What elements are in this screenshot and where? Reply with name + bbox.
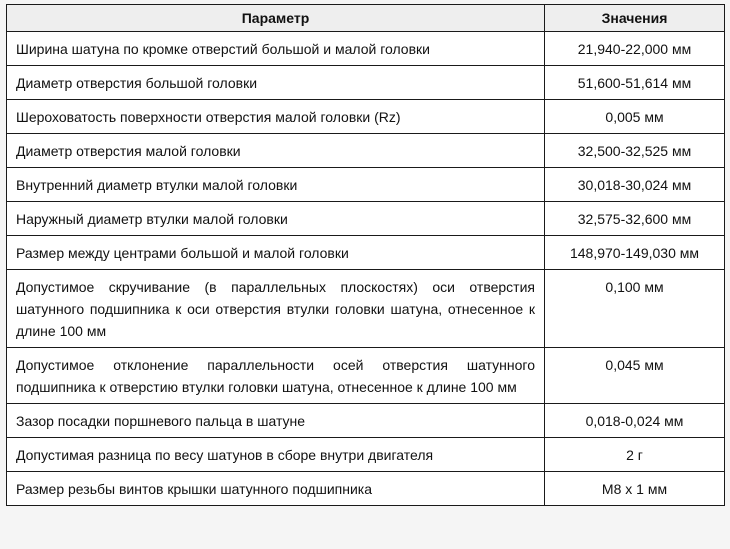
parameter-cell: Диаметр отверстия большой головки bbox=[7, 66, 545, 100]
table-row bbox=[7, 168, 725, 202]
parameter-cell: Ширина шатуна по кромке отверстий большой и малой головки bbox=[7, 32, 545, 66]
parameter-cell: Допустимое отклонение параллельности осей отверстия шатунного подшипника к отверстию втулки головки шатуна, отнесенное к длине 100 мм bbox=[7, 348, 545, 404]
specifications-table bbox=[6, 4, 725, 506]
table-row bbox=[7, 202, 725, 236]
table-header-row bbox=[7, 5, 725, 32]
table-row bbox=[7, 472, 725, 506]
parameter-cell: Внутренний диаметр втулки малой головки bbox=[7, 168, 545, 202]
table-row bbox=[7, 32, 725, 66]
table-row bbox=[7, 438, 725, 472]
value-cell: 0,018-0,024 мм bbox=[545, 404, 725, 438]
value-cell: 0,005 мм bbox=[545, 100, 725, 134]
parameter-cell: Шероховатость поверхности отверстия малой головки (Rz) bbox=[7, 100, 545, 134]
table-row bbox=[7, 100, 725, 134]
parameter-cell: Наружный диаметр втулки малой головки bbox=[7, 202, 545, 236]
table-row bbox=[7, 270, 725, 348]
header-values: Значения bbox=[545, 5, 725, 32]
table-row bbox=[7, 236, 725, 270]
value-cell: 32,575-32,600 мм bbox=[545, 202, 725, 236]
parameter-cell: Допустимая разница по весу шатунов в сборе внутри двигателя bbox=[7, 438, 545, 472]
table-row bbox=[7, 134, 725, 168]
table-row bbox=[7, 404, 725, 438]
value-cell: 32,500-32,525 мм bbox=[545, 134, 725, 168]
parameter-cell: Допустимое скручивание (в параллельных плоскостях) оси отверстия шатунного подшипника к оси отверстия втулки головки шатуна, отнесенное к длине 100 мм bbox=[7, 270, 545, 348]
value-cell: 148,970-149,030 мм bbox=[545, 236, 725, 270]
parameter-cell: Диаметр отверстия малой головки bbox=[7, 134, 545, 168]
value-cell: 51,600-51,614 мм bbox=[545, 66, 725, 100]
value-cell: 0,045 мм bbox=[545, 348, 725, 404]
parameter-cell: Размер между центрами большой и малой головки bbox=[7, 236, 545, 270]
parameter-cell: Размер резьбы винтов крышки шатунного подшипника bbox=[7, 472, 545, 506]
value-cell: 30,018-30,024 мм bbox=[545, 168, 725, 202]
header-parameter: Параметр bbox=[7, 5, 545, 32]
value-cell: 2 г bbox=[545, 438, 725, 472]
value-cell: М8 х 1 мм bbox=[545, 472, 725, 506]
parameter-cell: Зазор посадки поршневого пальца в шатуне bbox=[7, 404, 545, 438]
table-row bbox=[7, 348, 725, 404]
value-cell: 21,940-22,000 мм bbox=[545, 32, 725, 66]
table-row bbox=[7, 66, 725, 100]
value-cell: 0,100 мм bbox=[545, 270, 725, 348]
